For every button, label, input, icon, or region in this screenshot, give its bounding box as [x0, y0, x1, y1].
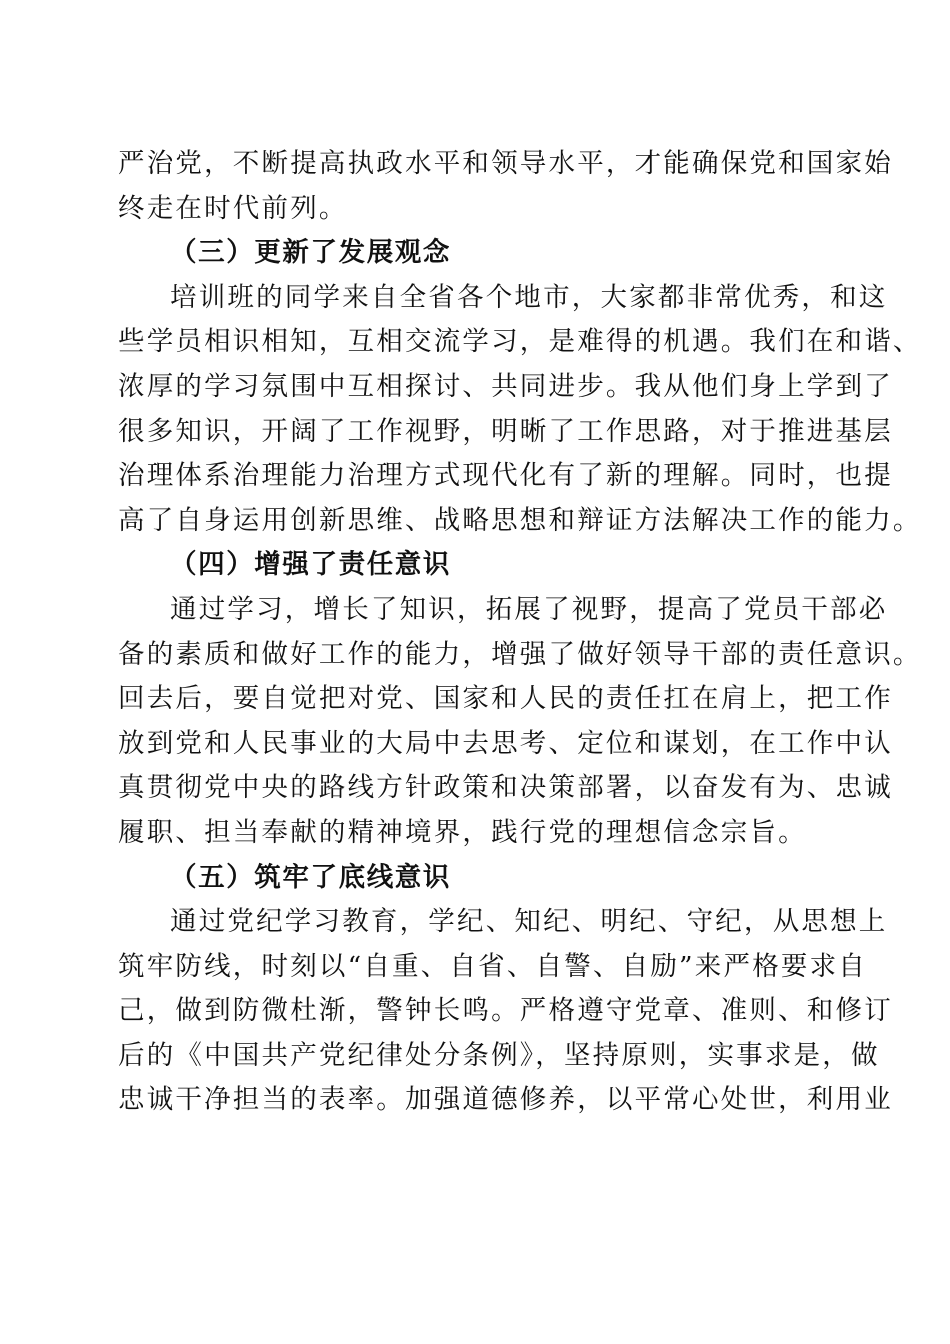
document-body — [118, 142, 922, 1123]
paragraph-first-line: 通过党纪学习教育，学纪、知纪、明纪、守纪，从思想上 — [170, 906, 888, 938]
paragraph-first-line: 培训班的同学来自全省各个地市，大家都非常优秀，和这 — [170, 281, 888, 313]
body-line: 筑牢防线，时刻以“自重、自省、自警、自励”来严格要求自 — [118, 950, 867, 982]
body-line: 后的《中国共产党纪律处分条例》，坚持原则，实事求是，做 — [118, 1039, 880, 1071]
body-line: 严治党，不断提高执政水平和领导水平，才能确保党和国家始 — [118, 148, 893, 179]
body-line: 终走在时代前列。 — [118, 192, 348, 224]
body-line: 己，做到防微杜渐，警钟长鸣。严格遵守党章、准则、和修订 — [118, 995, 893, 1027]
paragraph-first-line: 通过学习，增长了知识，拓展了视野，提高了党员干部必 — [170, 593, 888, 625]
section-heading-3: （三）更新了发展观念 — [170, 237, 451, 269]
body-line: 备的素质和做好工作的能力，增强了做好领导干部的责任意识。 — [118, 638, 922, 670]
body-line: 高了自身运用创新思维、战略思想和辩证方法解决工作的能力。 — [118, 504, 922, 536]
body-line: 放到党和人民事业的大局中去思考、定位和谋划，在工作中认 — [118, 727, 893, 759]
body-line: 真贯彻党中央的路线方针政策和决策部署，以奋发有为、忠诚 — [118, 772, 893, 804]
body-line: 履职、担当奉献的精神境界，践行党的理想信念宗旨。 — [118, 816, 807, 848]
body-line: 浓厚的学习氛围中互相探讨、共同进步。我从他们身上学到了 — [118, 370, 893, 402]
body-line: 很多知识，开阔了工作视野，明晰了工作思路，对于推进基层 — [118, 415, 893, 447]
section-heading-4: （四）增强了责任意识 — [170, 549, 451, 581]
section-heading-5: （五）筑牢了底线意识 — [170, 861, 451, 893]
body-line: 忠诚干净担当的表率。加强道德修养，以平常心处世，利用业 — [118, 1084, 893, 1116]
body-line: 回去后，要自觉把对党、国家和人民的责任扛在肩上，把工作 — [118, 683, 893, 715]
body-line: 治理体系治理能力治理方式现代化有了新的理解。同时，也提 — [118, 460, 893, 492]
body-line: 些学员相识相知，互相交流学习，是难得的机遇。我们在和谐、 — [118, 326, 922, 358]
